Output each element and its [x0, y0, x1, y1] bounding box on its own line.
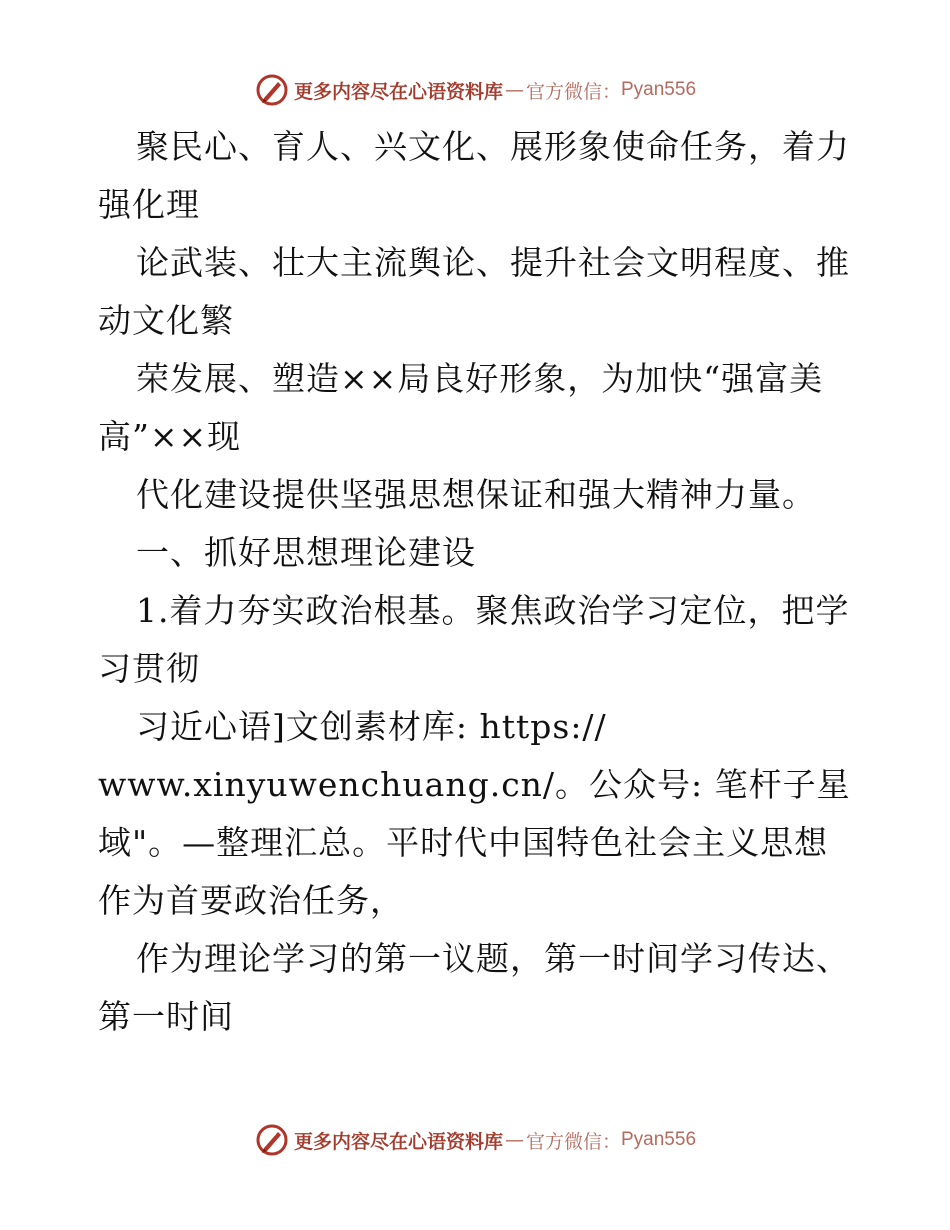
body-line: 域"。—整理汇总。平时代中国特色社会主义思想 — [98, 823, 829, 862]
body-line: 论武装、壮大主流舆论、提升社会文明程度、推 — [136, 243, 850, 282]
watermark-sub-text: 官方微信： — [525, 80, 621, 103]
body-line: 第一时间 — [98, 997, 234, 1036]
header-watermark — [0, 70, 950, 110]
watermark-sub-text: 官方微信： — [525, 1130, 621, 1153]
watermark-dash: — — [504, 1129, 524, 1151]
body-line: 荣发展、塑造××局良好形象，为加快“强富美 — [136, 359, 824, 398]
footer-watermark — [0, 1120, 950, 1160]
pen-logo-icon — [254, 72, 290, 108]
body-line: 1.着力夯实政治根基。聚焦政治学习定位，把学 — [136, 591, 850, 630]
body-line: 强化理 — [98, 185, 200, 224]
watermark-wechat-id: Pyan556 — [621, 79, 697, 100]
body-line: 高”××现 — [98, 417, 242, 456]
section-heading: 一、抓好思想理论建设 — [136, 533, 476, 572]
document-body — [98, 118, 858, 1046]
body-line: 作为首要政治任务， — [98, 881, 404, 920]
watermark-main-text: 更多内容尽在心语资料库 — [293, 1130, 503, 1153]
body-line: 习贯彻 — [98, 649, 200, 688]
watermark-main-text: 更多内容尽在心语资料库 — [293, 80, 503, 103]
body-line: 习近心语]文创素材库: https:// — [136, 707, 607, 746]
body-line: www.xinyuwenchuang.cn/。公众号: 笔杆子星 — [98, 765, 851, 804]
watermark-dash: — — [504, 79, 524, 101]
pen-logo-icon — [254, 1122, 290, 1158]
body-line: 代化建设提供坚强思想保证和强大精神力量。 — [136, 475, 816, 514]
watermark-wechat-id: Pyan556 — [621, 1129, 697, 1150]
body-line: 聚民心、育人、兴文化、展形象使命任务，着力 — [136, 127, 850, 166]
body-line: 作为理论学习的第一议题，第一时间学习传达、 — [136, 939, 850, 978]
body-line: 动文化繁 — [98, 301, 234, 340]
